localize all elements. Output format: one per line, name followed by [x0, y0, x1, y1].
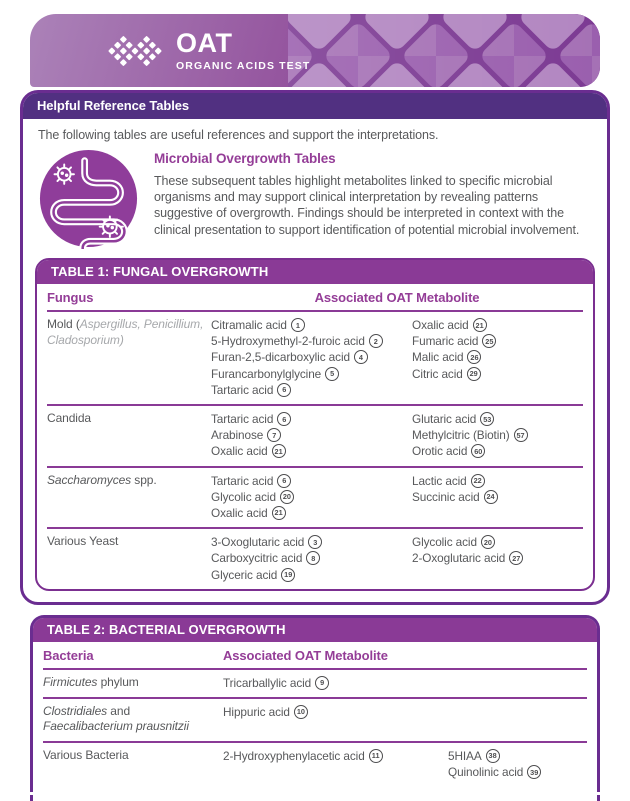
metabolite-column-b: [412, 411, 583, 460]
organism-cell: [47, 473, 211, 522]
metabolite-number-badge: 7: [267, 428, 281, 442]
metabolite-item: [412, 443, 583, 459]
metabolite-name: Furan-2,5-dicarboxylic acid: [211, 350, 350, 365]
metabolite-name: Glyceric acid: [211, 567, 278, 582]
metabolite-column-a: [211, 411, 412, 460]
metabolite-name: Malic acid: [412, 350, 464, 365]
metabolite-name: Oxalic acid: [211, 444, 268, 459]
organism-segment: Various Yeast: [47, 534, 119, 549]
metabolite-column-a: [211, 534, 412, 583]
metabolite-name: Quinolinic acid: [448, 765, 524, 780]
metabolite-column-b: [448, 704, 587, 735]
metabolite-name: Hippuric acid: [223, 704, 290, 719]
organism-cell: [43, 704, 223, 735]
metabolite-name: Succinic acid: [412, 489, 480, 504]
metabolite-name: Citric acid: [412, 366, 463, 381]
brand-header: [30, 14, 600, 87]
metabolite-name: Glycolic acid: [412, 535, 477, 550]
organism-segment: Various Bacteria: [43, 747, 129, 762]
metabolite-number-badge: 20: [280, 490, 294, 504]
gut-icon: [38, 148, 139, 249]
organism-segment: Faecalibacterium prausnitzii: [43, 719, 189, 734]
metabolite-number-badge: 20: [481, 535, 495, 549]
metabolite-item: [412, 349, 583, 365]
metabolite-name: Tricarballylic acid: [223, 675, 312, 690]
metabolite-name: Oxalic acid: [211, 505, 268, 520]
metabolite-name: Tartaric acid: [211, 382, 274, 397]
fungal-overgrowth-table: [35, 258, 595, 591]
metabolite-name: Glycolic acid: [211, 489, 276, 504]
organism-segment: phylum: [97, 674, 139, 689]
metabolite-number-badge: 19: [281, 568, 295, 582]
metabolite-name: Fumaric acid: [412, 334, 479, 349]
metabolite-item: [211, 550, 412, 566]
metabolite-number-badge: 38: [486, 749, 500, 763]
metabolite-name: Orotic acid: [412, 444, 468, 459]
metabolite-name: Carboxycitric acid: [211, 551, 303, 566]
metabolite-number-badge: 1: [291, 318, 305, 332]
metabolite-item: [211, 317, 412, 333]
organism-segment: Firmicutes: [43, 674, 98, 689]
metabolite-number-badge: 29: [467, 367, 481, 381]
metabolite-item: [412, 366, 583, 382]
metabolite-item: [412, 489, 583, 505]
organism-segment: spp.: [131, 472, 157, 487]
metabolite-column-a: [223, 748, 448, 780]
metabolite-item: [211, 333, 412, 349]
metabolite-column-b: [412, 473, 583, 522]
table-row: [47, 406, 583, 468]
metabolite-number-badge: 24: [484, 490, 498, 504]
metabolite-item: [211, 473, 412, 489]
metabolite-item: [211, 566, 412, 582]
metabolite-name: Lactic acid: [412, 473, 467, 488]
panel-title: Helpful Reference Tables: [37, 98, 189, 113]
column-header-organism: Bacteria: [43, 647, 94, 663]
metabolite-name: 5HIAA: [448, 748, 482, 763]
metabolite-name: 3-Oxoglutaric acid: [211, 535, 305, 550]
metabolite-number-badge: 2: [369, 334, 383, 348]
metabolite-column-a: [211, 473, 412, 522]
metabolite-number-badge: 10: [294, 705, 308, 719]
panel-title-bar: [23, 93, 607, 119]
metabolite-number-badge: 21: [272, 444, 286, 458]
metabolite-item: [412, 333, 583, 349]
metabolite-number-badge: 6: [277, 383, 291, 397]
microbial-body: These subsequent tables highlight metabolites linked to specific microbial organisms and may support clinical interpretation by revealing patterns suggestive of overgrowth. Findings should be interpreted in context with the clinical presentation to support identification of potential microbial involvement.: [154, 174, 580, 237]
organism-cell: [47, 411, 211, 460]
reference-panel: [20, 90, 610, 605]
table-continuation-dashes: [30, 786, 600, 801]
metabolite-item: [211, 534, 412, 550]
metabolite-item: [412, 317, 583, 333]
metabolite-number-badge: 6: [277, 412, 291, 426]
metabolite-number-badge: 25: [482, 334, 496, 348]
table-row: [47, 312, 583, 406]
table2-body: [33, 642, 597, 787]
metabolite-column-b: [412, 317, 583, 398]
brand-text: [176, 27, 311, 72]
diamond-pattern: [288, 14, 600, 87]
column-header-metabolite: Associated OAT Metabolite: [223, 647, 388, 663]
organism-segment: Aspergillus, Penicillium, Cladosporium: [47, 317, 204, 347]
microbial-text-block: [154, 148, 588, 249]
table2-title-bar: TABLE 2: BACTERIAL OVERGROWTH: [33, 618, 597, 642]
brand-title: OAT: [176, 27, 233, 58]
metabolite-number-badge: 22: [471, 474, 485, 488]
metabolite-item: [211, 349, 412, 365]
metabolite-item: [412, 473, 583, 489]
metabolite-column-a: [223, 675, 448, 691]
metabolite-item: [412, 411, 583, 427]
metabolite-name: Oxalic acid: [412, 318, 469, 333]
metabolite-number-badge: 8: [306, 551, 320, 565]
metabolite-name: 5-Hydroxymethyl-2-furoic acid: [211, 334, 365, 349]
metabolite-column-a: [211, 317, 412, 398]
metabolite-number-badge: 4: [354, 350, 368, 364]
column-header-metabolite: Associated OAT Metabolite: [314, 290, 480, 305]
bacterial-overgrowth-table-wrap: [30, 615, 600, 801]
column-header-organism: Fungus: [47, 290, 94, 305]
table-row: [47, 468, 583, 530]
metabolite-number-badge: 5: [325, 367, 339, 381]
metabolite-number-badge: 3: [308, 535, 322, 549]
metabolite-name: Tartaric acid: [211, 473, 274, 488]
metabolite-item: [412, 427, 583, 443]
metabolite-column-b: [412, 534, 583, 583]
organism-segment: and: [107, 703, 131, 718]
metabolite-number-badge: 6: [277, 474, 291, 488]
metabolite-item: [223, 704, 448, 720]
metabolite-item: [223, 675, 448, 691]
organism-cell: [47, 317, 211, 398]
organism-cell: [43, 675, 223, 691]
table1-title-bar: TABLE 1: FUNGAL OVERGROWTH: [37, 260, 593, 284]
metabolite-name: Methylcitric (Biotin): [412, 428, 510, 443]
metabolite-number-badge: 57: [514, 428, 528, 442]
intro-text: The following tables are useful references and support the interpretations.: [38, 128, 439, 142]
table1-body: [37, 284, 593, 589]
metabolite-number-badge: 11: [369, 749, 383, 763]
organism-segment: Clostridiales: [43, 703, 108, 718]
metabolite-name: Glutaric acid: [412, 412, 477, 427]
metabolite-number-badge: 60: [471, 444, 485, 458]
organism-segment: Saccharomyces: [47, 472, 132, 487]
table-row: [43, 699, 587, 743]
table-row: [47, 529, 583, 589]
bacterial-overgrowth-table: [30, 615, 600, 787]
metabolite-item: [412, 534, 583, 550]
panel-body: [23, 119, 607, 602]
metabolite-name: 2-Oxoglutaric acid: [412, 551, 506, 566]
metabolite-item: [211, 505, 412, 521]
table-row: [43, 743, 587, 786]
brand-subtitle: ORGANIC ACIDS TEST: [176, 59, 311, 72]
metabolite-number-badge: 26: [467, 350, 481, 364]
metabolite-item: [211, 427, 412, 443]
oat-logo-icon: [106, 33, 164, 69]
table2-column-headers: [43, 642, 587, 670]
table-row: [43, 670, 587, 699]
metabolite-name: Furancarbonylglycine: [211, 366, 322, 381]
metabolite-item: [448, 764, 587, 780]
metabolite-item: [412, 550, 583, 566]
microbial-overgrowth-section: [38, 148, 595, 249]
organism-segment: Candida: [47, 410, 92, 425]
metabolite-name: Arabinose: [211, 428, 264, 443]
metabolite-item: [211, 489, 412, 505]
metabolite-number-badge: 21: [272, 506, 286, 520]
metabolite-item: [211, 382, 412, 398]
metabolite-item: [211, 443, 412, 459]
metabolite-item: [211, 411, 412, 427]
metabolite-number-badge: 53: [480, 412, 494, 426]
table1-column-headers: [47, 284, 583, 312]
metabolite-item: [211, 366, 412, 382]
metabolite-name: Citramalic acid: [211, 318, 287, 333]
metabolite-name: Tartaric acid: [211, 412, 274, 427]
organism-cell: [47, 534, 211, 583]
organism-segment: ): [119, 332, 124, 347]
metabolite-column-b: [448, 675, 587, 691]
organism-segment: Mold (: [47, 317, 80, 331]
organism-cell: [43, 748, 223, 780]
metabolite-column-b: [448, 748, 587, 780]
microbial-heading: Microbial Overgrowth Tables: [154, 151, 336, 166]
metabolite-number-badge: 9: [315, 676, 329, 690]
metabolite-number-badge: 27: [509, 551, 523, 565]
metabolite-name: 2-Hydroxyphenylacetic acid: [223, 748, 365, 763]
metabolite-number-badge: 21: [473, 318, 487, 332]
metabolite-number-badge: 39: [527, 765, 541, 779]
metabolite-column-a: [223, 704, 448, 735]
